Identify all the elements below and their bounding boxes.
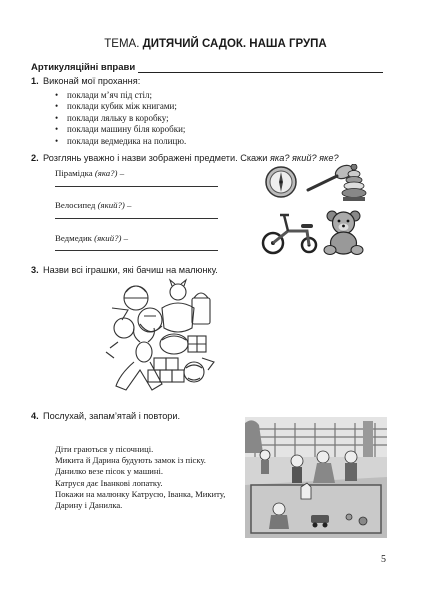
sandbox-scene-illustration	[245, 417, 387, 538]
title-main: ДИТЯЧИЙ САДОК. НАША ГРУПА	[142, 38, 327, 50]
answer-line-1	[55, 186, 218, 187]
question-word: Ведмедик	[55, 233, 95, 243]
task-2-heading	[31, 153, 339, 163]
pyramid-toy-icon	[339, 164, 369, 202]
question-word: Велосипед	[55, 200, 98, 210]
question-dash: –	[121, 233, 129, 243]
poem-line: Данилко везе пісок у машині.	[55, 466, 164, 477]
task-1-heading	[31, 76, 140, 86]
question-dash: –	[117, 168, 125, 178]
page-number: 5	[381, 554, 386, 565]
list-item: • поклади кубик між книгами;	[55, 101, 186, 112]
question-dash: –	[124, 200, 132, 210]
tricycle-icon	[261, 209, 319, 255]
question-prompt: (яка?)	[94, 168, 118, 178]
task-2-text: Розглянь уважно і назви зображені предмети. Скажи	[43, 153, 270, 163]
task-2-number: 2.	[31, 153, 39, 163]
question-row-3	[55, 233, 128, 243]
list-item: • поклади ляльку в коробку;	[55, 113, 186, 124]
task-3-heading	[31, 265, 218, 275]
task-1-list	[55, 90, 186, 147]
task-3-text: Назви всі іграшки, які бачиш на малюнку.	[43, 265, 218, 275]
poem-line: Дарину і Данилка.	[55, 500, 123, 511]
task-4-number: 4.	[31, 411, 39, 421]
question-row-2	[55, 200, 131, 210]
question-prompt: (який?)	[94, 233, 122, 243]
answer-line-2	[55, 218, 218, 219]
section-heading-text: Артикуляційні вправи	[31, 62, 136, 73]
list-item: • поклади машину біля коробки;	[55, 124, 186, 135]
section-heading-rule	[138, 65, 383, 73]
list-item: • поклади ведмедика на полицю.	[55, 136, 186, 147]
task-2-questions: яка? який? яке?	[270, 153, 339, 163]
hidden-toys-illustration	[104, 278, 218, 402]
task-3-number: 3.	[31, 265, 39, 275]
task-1-text: Виконай мої прохання:	[43, 76, 141, 86]
teddy-bear-icon	[322, 208, 367, 256]
section-heading	[31, 62, 383, 73]
list-item: • поклади м’яч під стіл;	[55, 90, 186, 101]
question-word: Пірамідка	[55, 168, 95, 178]
poem-line: Покажи на малюнку Катрусю, Іванка, Микиту,	[55, 488, 226, 499]
poem-line: Катруся дає Іванкові лопатку.	[55, 477, 163, 488]
task-1-number: 1.	[31, 76, 39, 86]
compass-icon	[264, 165, 298, 199]
poem-line: Микита й Дарина будують замок із піску.	[55, 455, 206, 466]
question-row-1	[55, 168, 124, 178]
poem-text	[55, 444, 225, 511]
poem-line: Діти граються у пісочниці.	[55, 444, 154, 454]
title-prefix: ТЕМА.	[104, 38, 143, 50]
page-title	[0, 38, 431, 50]
task-4-heading	[31, 411, 180, 421]
task-4-text: Послухай, запам’ятай і повтори.	[43, 411, 181, 421]
answer-line-3	[55, 250, 218, 251]
question-prompt: (який?)	[97, 200, 125, 210]
